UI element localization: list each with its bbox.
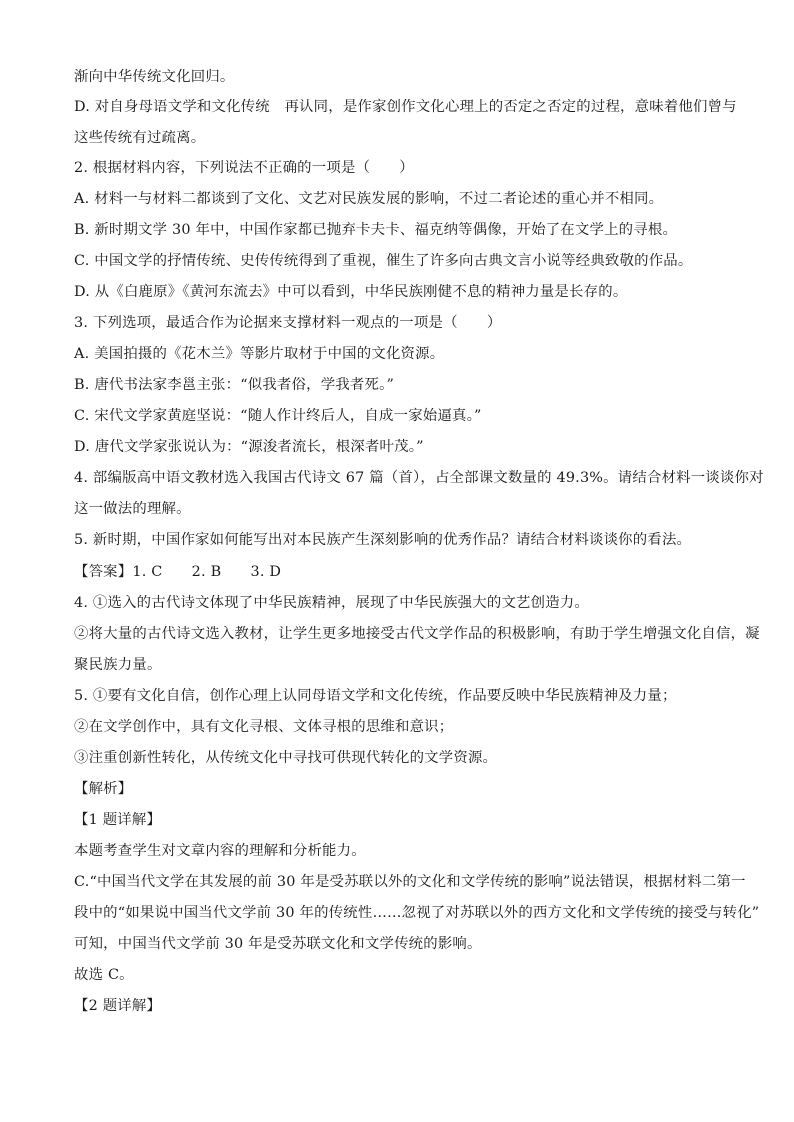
option-d: D. 唐代文学家张说认为：“源浚者流长，根深者叶茂。” bbox=[74, 439, 424, 455]
detail-1-heading: 【1 题详解】 bbox=[74, 812, 162, 828]
text-line: ②在文学创作中，具有文化寻根、文体寻根的思维和意识； bbox=[74, 719, 454, 735]
question-3: 3. 下列选项，最适合作为论据来支撑材料一观点的一项是（ ） bbox=[74, 315, 502, 331]
answer-5: 5. ①要有文化自信，创作心理上认同母语文学和文化传统，作品要反映中华民族精神及力量； bbox=[74, 688, 677, 704]
text-line: 故选 C。 bbox=[74, 967, 134, 983]
text-line: 本题考查学生对文章内容的理解和分析能力。 bbox=[74, 843, 366, 859]
option-d: D. 从《白鹿原》《黄河东流去》中可以看到，中华民族刚健不息的精神力量是长存的。 bbox=[74, 284, 628, 300]
option-c: C. 宋代文学家黄庭坚说：“随人作计终后人，自成一家始逼真。” bbox=[74, 408, 482, 424]
text-line: 这些传统有过疏离。 bbox=[74, 130, 206, 146]
question-2: 2. 根据材料内容，下列说法不正确的一项是（ ） bbox=[74, 160, 414, 176]
text-line: C.“中国当代文学在其发展的前 30 年是受苏联以外的文化和文学传统的影响”说法错误，根据材料二第一 bbox=[74, 874, 746, 890]
analysis-heading: 【解析】 bbox=[74, 781, 133, 797]
option-b: B. 唐代书法家李邕主张：“似我者俗，学我者死。” bbox=[74, 377, 395, 393]
text-line: ③注重创新性转化，从传统文化中寻找可供现代转化的文学资源。 bbox=[74, 750, 498, 766]
text-line: D. 对自身母语文学和文化传统 再认同，是作家创作文化心理上的否定之否定的过程，意味着他们曾与 bbox=[74, 99, 737, 115]
detail-2-heading: 【2 题详解】 bbox=[74, 998, 162, 1014]
question-5: 5. 新时期，中国作家如何能写出对本民族产生深刻影响的优秀作品？请结合材料谈谈你的看法。 bbox=[74, 532, 692, 548]
answer-heading: 【答案】1. C 2. B 3. D bbox=[74, 564, 282, 580]
text-line: 段中的“如果说中国当代文学前 30 年的传统性……忽视了对苏联以外的西方文化和文学传统的接受与转化” bbox=[74, 905, 760, 921]
text-line: 聚民族力量。 bbox=[74, 657, 162, 673]
answer-4: 4. ①选入的古代诗文体现了中华民族精神，展现了中华民族强大的文艺创造力。 bbox=[74, 595, 589, 611]
text-line: 这一做法的理解。 bbox=[74, 501, 191, 517]
text-line: ②将大量的古代诗文选入教材，让学生更多地接受古代文学作品的积极影响，有助于学生增强文化自信，凝 bbox=[74, 626, 760, 642]
text-line: 渐向中华传统文化回归。 bbox=[74, 69, 235, 85]
option-a: A. 材料一与材料二都谈到了文化、文艺对民族发展的影响，不过二者论述的重心并不相同。 bbox=[74, 191, 664, 207]
question-4: 4. 部编版高中语文教材选入我国古代诗文 67 篇（首），占全部课文数量的 49.3%。请结合材料一谈谈你对 bbox=[74, 470, 764, 486]
option-b: B. 新时期文学 30 年中，中国作家都已抛弃卡夫卡、福克纳等偶像，开始了在文学上的寻根。 bbox=[74, 222, 678, 238]
text-line: 可知，中国当代文学前 30 年是受苏联文化和文学传统的影响。 bbox=[74, 936, 482, 952]
option-c: C. 中国文学的抒情传统、史传传统得到了重视，催生了许多向古典文言小说等经典致敬的作品。 bbox=[74, 253, 693, 269]
option-a: A. 美国拍摄的《花木兰》等影片取材于中国的文化资源。 bbox=[74, 346, 445, 362]
